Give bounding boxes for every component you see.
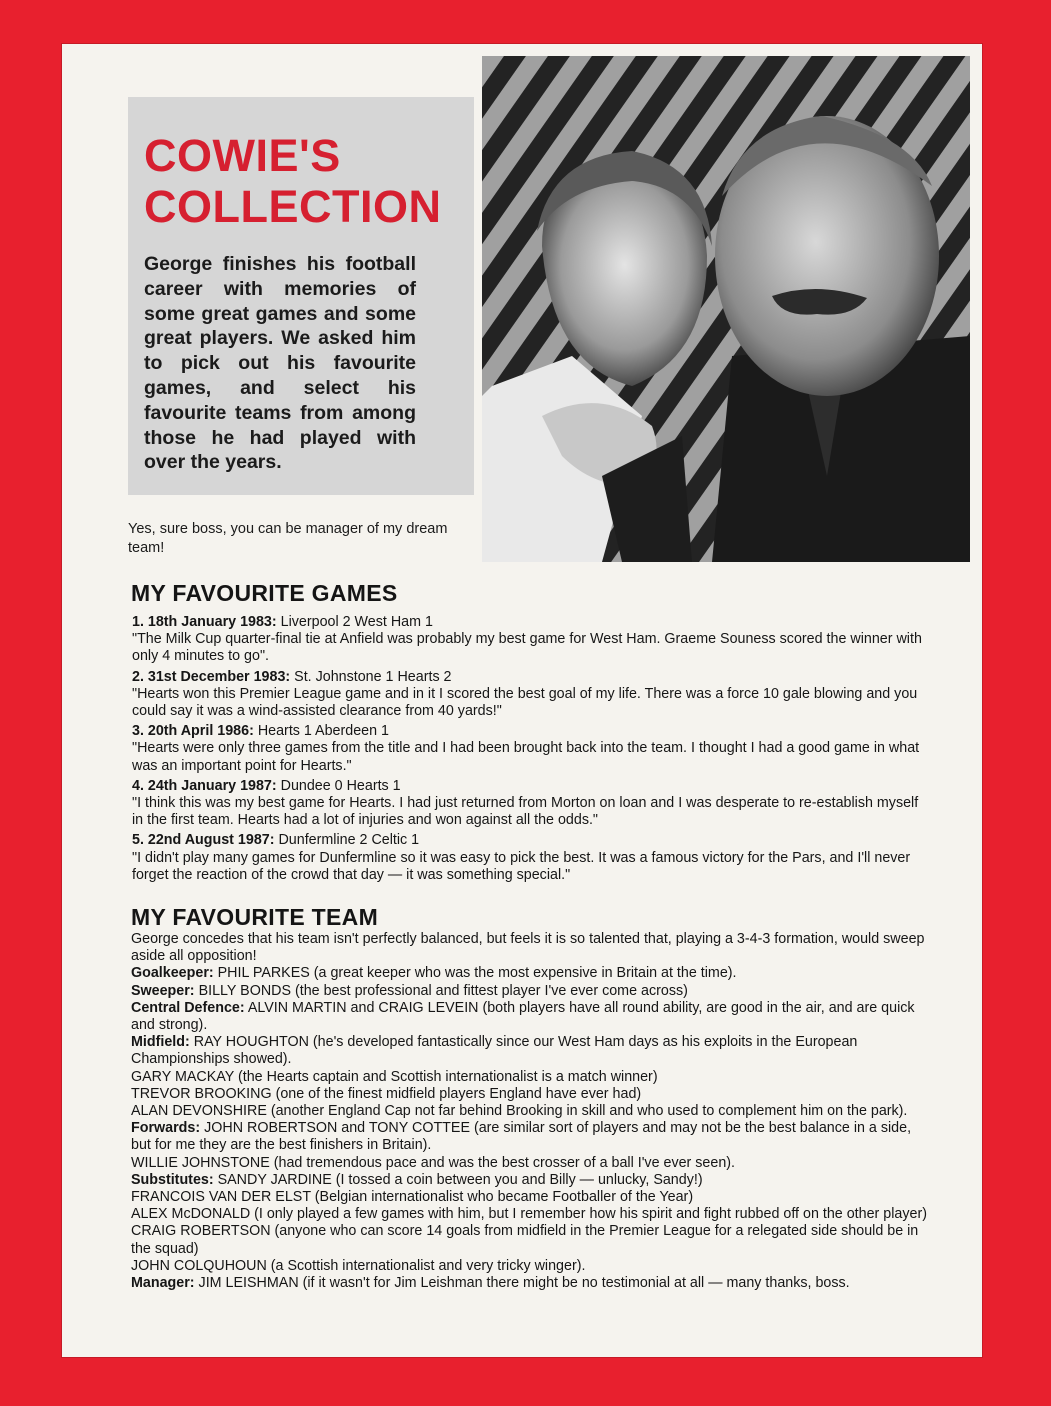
team-player: GARY MACKAY (the Hearts captain and Scottish internationalist is a match winner) [131, 1068, 658, 1085]
team-player: WILLIE JOHNSTONE (had tremendous pace and was the best crosser of a ball I've ever seen). [131, 1154, 736, 1171]
team-player: ALAN DEVONSHIRE (another England Cap not far behind Brooking in skill and who used to complement him on the park). [131, 1103, 908, 1120]
game-quote: "The Milk Cup quarter-final tie at Anfield was probably my best game for West Ham. Graeme Souness scored the winner with only 4 minutes to go". [132, 631, 922, 665]
team-player: JIM LEISHMAN (if it wasn't for Jim Leishman there might be no testimonial at all — many thanks, boss. [198, 1275, 850, 1292]
game-date: 3. 20th April 1986: [132, 723, 254, 740]
game-match: Dundee 0 Hearts 1 [280, 777, 401, 794]
team-entry [131, 1034, 932, 1068]
game-item [132, 778, 932, 830]
team-role: Central Defence: [131, 999, 245, 1016]
team-player: BILLY BONDS (the best professional and fittest player I've ever come across) [198, 982, 688, 999]
team-entry [131, 965, 932, 982]
team-entry [131, 1086, 932, 1103]
game-date: 1. 18th January 1983: [132, 614, 277, 630]
magazine-page [62, 44, 982, 1357]
game-quote: "Hearts won this Premier League game and in it I scored the best goal of my life. There was a force 10 gale blowing and you could say it was a wind-assisted clearance from 40 yards!" [132, 685, 918, 720]
game-quote: "I didn't play many games for Dunfermline so it was easy to pick the best. It was a famous victory for the Pars, and I'll never forget the reaction of the crowd that day — it was something special." [132, 849, 911, 883]
game-item [132, 723, 932, 775]
team-player: SANDY JARDINE (I tossed a coin between you and Billy — unlucky, Sandy!) [217, 1171, 703, 1188]
team-player: FRANCOIS VAN DER ELST (Belgian internationalist who became Footballer of the Year) [131, 1189, 694, 1206]
team-role: Goalkeeper: [131, 965, 214, 982]
title-line-1: COWIE'S [144, 130, 341, 181]
game-quote: "I think this was my best game for Hearts. I had just returned from Morton on loan and I was desperate to re-establish myself in the first team. Hearts had a lot of injuries and won against all the odds." [132, 795, 919, 829]
title-line-2: COLLECTION [144, 181, 442, 232]
team-player: ALEX McDONALD (I only played a few games with him, but I remember how his spirit and fight rubbed off on the other player) [131, 1206, 927, 1223]
team-role: Midfield: [131, 1034, 190, 1051]
team-role: Sweeper: [131, 982, 195, 999]
game-item [132, 614, 932, 666]
team-entry [131, 1258, 932, 1275]
team-player: CRAIG ROBERTSON (anyone who can score 14 goals from midfield in the Premier League for a relegated side should be in the squad) [131, 1223, 919, 1257]
game-date: 4. 24th January 1987: [132, 777, 277, 794]
team-list [131, 931, 932, 1292]
game-item [132, 669, 932, 721]
game-date: 2. 31st December 1983: [132, 668, 291, 685]
team-entry [131, 1189, 932, 1206]
favourite-games-heading: MY FAVOURITE GAMES [131, 580, 398, 606]
game-match: St. Johnstone 1 Hearts 2 [294, 668, 452, 685]
team-entry [131, 1206, 932, 1223]
game-quote: "Hearts were only three games from the title and I had been brought back into the team. I thought I had a good game in what was an important point for Hearts." [132, 740, 920, 774]
team-role: Substitutes: [131, 1171, 214, 1188]
photo-two-men [482, 56, 970, 562]
team-entry [131, 1120, 932, 1154]
team-player: ALVIN MARTIN and CRAIG LEVEIN (both players have all round ability, are good in the air, and are quick and strong). [131, 999, 915, 1034]
intro-paragraph: George finishes his football career with memories of some great games and some great players. We asked him to pick out his favourite games, and select his favourite teams from among those he had played with over the years. [144, 253, 416, 474]
game-match: Liverpool 2 West Ham 1 [280, 614, 433, 630]
game-match: Hearts 1 Aberdeen 1 [257, 723, 389, 740]
team-entry [131, 1223, 932, 1257]
game-item [132, 832, 932, 884]
photo-caption: Yes, sure boss, you can be manager of my dream team! [128, 521, 448, 556]
team-player: JOHN COLQUHOUN (a Scottish internationalist and very tricky winger). [131, 1257, 586, 1274]
team-entry [131, 1000, 932, 1034]
team-player: JOHN ROBERTSON and TONY COTTEE (are similar sort of players and may not be the best balance in a side, but for me they are the best finishers in Britain). [131, 1120, 912, 1154]
team-entry [131, 1103, 932, 1120]
team-role: Manager: [131, 1275, 195, 1292]
team-entry [131, 1069, 932, 1086]
team-player: PHIL PARKES (a great keeper who was the most expensive in Britain at the time). [217, 965, 737, 982]
page-title [144, 130, 441, 232]
team-player: RAY HOUGHTON (he's developed fantastically since our West Ham days as his exploits in the European Championships showed). [131, 1034, 858, 1068]
team-entry [131, 1172, 932, 1189]
favourite-team-heading: MY FAVOURITE TEAM [131, 904, 379, 930]
team-entry [131, 1155, 932, 1172]
game-date: 5. 22nd August 1987: [132, 832, 275, 849]
games-list [132, 614, 932, 887]
team-entry [131, 983, 932, 1000]
team-entry [131, 1275, 932, 1292]
team-player: TREVOR BROOKING (one of the finest midfield players England have ever had) [131, 1085, 642, 1102]
team-intro: George concedes that his team isn't perfectly balanced, but feels it is so talented that, playing a 3-4-3 formation, would sweep aside all opposition! [131, 931, 925, 965]
game-match: Dunfermline 2 Celtic 1 [278, 832, 420, 849]
team-role: Forwards: [131, 1120, 201, 1137]
